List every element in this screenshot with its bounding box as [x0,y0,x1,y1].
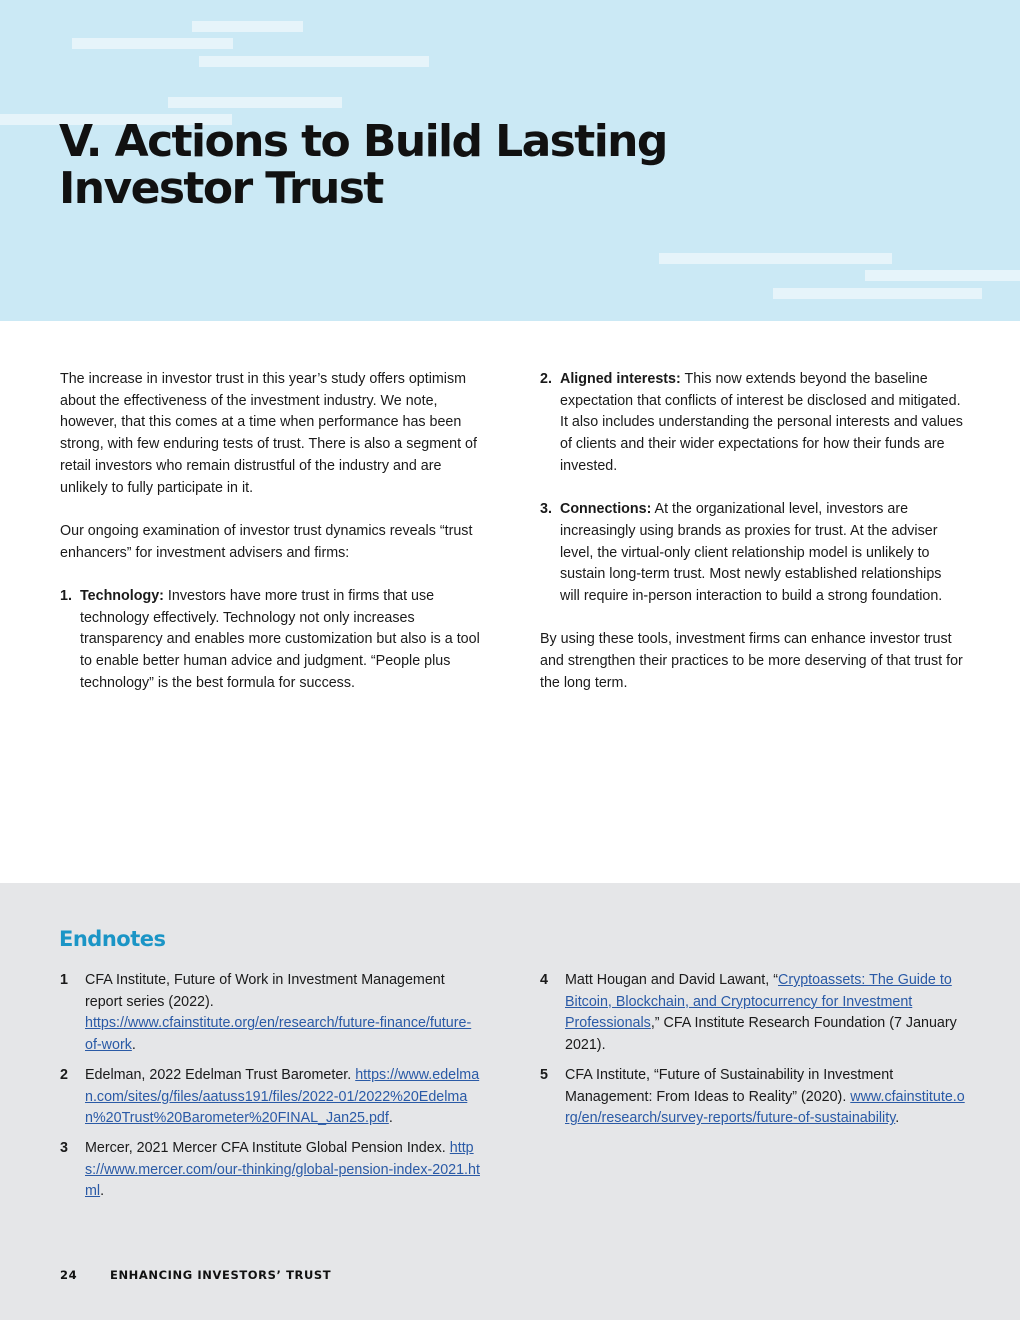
endnote-citation-end: ,” CFA Institute Research Foundation (7 January 2021). [565,1015,957,1054]
list-item-description: Investors have more trust in firms that use technology effectively. Technology not only increases transparency and enables more customization but also is a tool to enable better human advice and judgment. “People plus technology” is the best formula for success. [80,588,480,691]
endnote-number: 4 [540,972,548,988]
endnote-4 [540,970,965,1057]
decorative-stripe [199,56,429,67]
page-title [59,118,667,212]
endnote-text [85,970,480,1057]
endnote-citation: Matt Hougan and David Lawant, “ [565,972,778,988]
list-number: 2. [540,371,552,387]
endnote-text [565,1065,965,1130]
page-footer [60,1268,331,1282]
list-number: 3. [540,501,552,518]
list-item-description: This now extends beyond the baseline expectation that conflicts of interest be disclosed and mitigated. It also includes understanding the personal interests and values of clients and their wider expectations for how their funds are invested. [560,371,963,474]
right-column [540,369,965,695]
endnote-link[interactable]: www.cfainstitute.org/en/research/survey-reports/future-of-sustainability [565,1088,965,1127]
intro-paragraph: The increase in investor trust in this year’s study offers optimism about the effectiveness of the investment industry. We note, however, that this comes at a time when performance has been strong, with few enduring tests of trust. There is also a segment of retail investors who remain distrustful of the industry and are unlikely to fully participate in it. [60,371,477,496]
list-item-technology [60,586,480,695]
endnote-citation: CFA Institute, Future of Work in Investment Management report series (2022). [85,972,445,1010]
endnote-citation: Mercer, 2021 Mercer CFA Institute Global Pension Index. [85,1139,450,1156]
decorative-stripe [773,288,982,299]
list-item-connections [540,499,965,608]
list-item-term: Connections: [560,501,652,518]
endnote-number: 5 [540,1066,548,1083]
closing-paragraph: By using these tools, investment firms can enhance investor trust and strengthen their practices to be more deserving of that trust for the long term. [540,631,963,691]
list-item-text [560,499,965,608]
endnote-citation-end: . [131,1037,136,1054]
page-title-line-2: Investor Trust [59,163,383,214]
endnote-citation: Edelman, 2022 Edelman Trust Barometer. [85,1066,356,1083]
decorative-stripe [865,270,1020,281]
endnote-text [85,1065,480,1130]
endnotes-left-column [60,970,480,1211]
page-title-line-1: V. Actions to Build Lasting [59,116,667,167]
endnote-citation-end: . [895,1110,900,1127]
endnote-link[interactable]: https://www.cfainstitute.org/en/research/future-finance/future-of-work [85,1015,472,1054]
endnote-number: 2 [60,1066,68,1083]
decorative-stripe [168,97,342,108]
endnotes-heading: Endnotes [59,927,166,951]
endnote-number: 1 [60,972,68,988]
decorative-stripe [192,21,303,32]
decorative-stripe [659,253,892,264]
endnote-2 [60,1065,480,1130]
endnotes-right-column [540,970,965,1138]
endnote-link[interactable]: https://www.mercer.com/our-thinking/global-pension-index-2021.html [85,1139,480,1200]
endnote-text [85,1138,480,1203]
endnote-5 [540,1065,965,1130]
endnote-number: 3 [60,1139,68,1156]
endnote-text [565,970,965,1057]
trust-enhancers-intro: Our ongoing examination of investor trust dynamics reveals “trust enhancers” for investment advisers and firms: [60,522,473,561]
list-number: 1. [60,588,72,604]
left-column [60,369,480,695]
list-item-text [80,586,480,695]
endnote-link[interactable]: Cryptoassets: The Guide to Bitcoin, Blockchain, and Cryptocurrency for Investment Professionals [565,972,952,1032]
endnote-1 [60,970,480,1057]
running-title: ENHANCING INVESTORS’ TRUST [110,1268,332,1282]
endnote-citation: CFA Institute, “Future of Sustainability in Investment Management: From Ideas to Reality” (2020). [565,1066,894,1105]
decorative-stripe [72,38,233,49]
list-item-term: Technology: [80,588,164,604]
page-number: 24 [60,1268,78,1282]
endnote-citation-end: . [100,1183,105,1200]
endnote-link[interactable]: https://www.edelman.com/sites/g/files/aatuss191/files/2022-01/2022%20Edelman%20Trust%20Barometer%20FINAL_Jan25.pdf [85,1066,480,1127]
endnote-3 [60,1138,480,1203]
endnote-citation-end: . [388,1110,393,1127]
list-item-aligned-interests [540,369,965,478]
list-item-description: At the organizational level, investors are increasingly using brands as proxies for trust. At the adviser level, the virtual-only client relationship model is unlikely to sustain long-term trust. Most newly established relationships will require in-person interaction to build a strong foundation. [560,501,943,605]
list-item-text [560,369,965,478]
list-item-term: Aligned interests: [560,371,681,387]
